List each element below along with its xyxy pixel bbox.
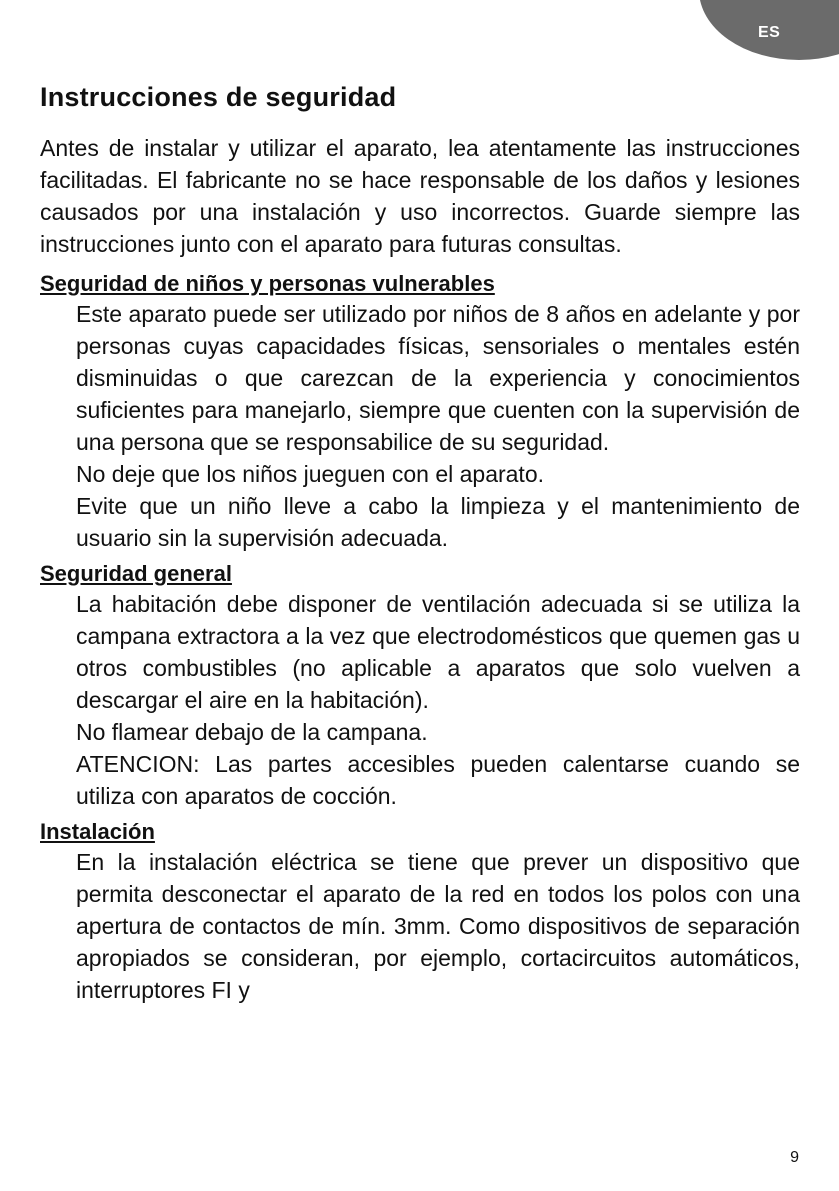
section-heading-general-safety: Seguridad general [40, 561, 232, 586]
section-general-safety [40, 560, 800, 812]
section-installation [40, 818, 800, 1006]
paragraph: En la instalación eléctrica se tiene que prever un dispositivo que permita desconectar el aparato de la red en todos los polos con una apertura de contactos de mín. 3mm. Como dispositivos de separación apropiados se consideran, por ejemplo, cortacircuitos automáticos, interruptores FI y [76, 849, 800, 1003]
language-tab-label: ES [758, 24, 781, 41]
page-title: Instrucciones de seguridad [40, 82, 397, 112]
section-heading-child-safety: Seguridad de niños y personas vulnerables [40, 271, 495, 296]
section-body-general-safety [40, 588, 800, 812]
paragraph: Este aparato puede ser utilizado por niños de 8 años en adelante y por personas cuyas capacidades físicas, sensoriales o mentales estén disminuidas o que carezcan de la experiencia y conocimientos suficientes para manejarlo, siempre que cuenten con la supervisión de una persona que se responsabilice de su seguridad. [76, 301, 800, 455]
paragraph: La habitación debe disponer de ventilación adecuada si se utiliza la campana extractora a la vez que electrodomésticos que quemen gas u otros combustibles (no aplicable a aparatos que solo vuelven a descargar el aire en la habitación). [76, 591, 800, 713]
section-body-child-safety [40, 298, 800, 554]
section-body-installation [40, 846, 800, 1006]
page-number: 9 [790, 1149, 799, 1166]
paragraph: No deje que los niños jueguen con el aparato. [76, 461, 545, 487]
page-content [40, 80, 800, 1012]
paragraph: Evite que un niño lleve a cabo la limpieza y el mantenimiento de usuario sin la supervisión adecuada. [76, 493, 800, 551]
paragraph: ATENCION: Las partes accesibles pueden calentarse cuando se utiliza con aparatos de cocción. [76, 751, 800, 809]
paragraph: No flamear debajo de la campana. [76, 719, 428, 745]
intro-paragraph: Antes de instalar y utilizar el aparato, lea atentamente las instrucciones facilitadas. El fabricante no se hace responsable de los daños y lesiones causados por una instalación y uso incorrectos. Guarde siempre las instrucciones junto con el aparato para futuras consultas. [40, 135, 800, 257]
section-child-safety [40, 270, 800, 554]
section-heading-installation: Instalación [40, 819, 155, 844]
